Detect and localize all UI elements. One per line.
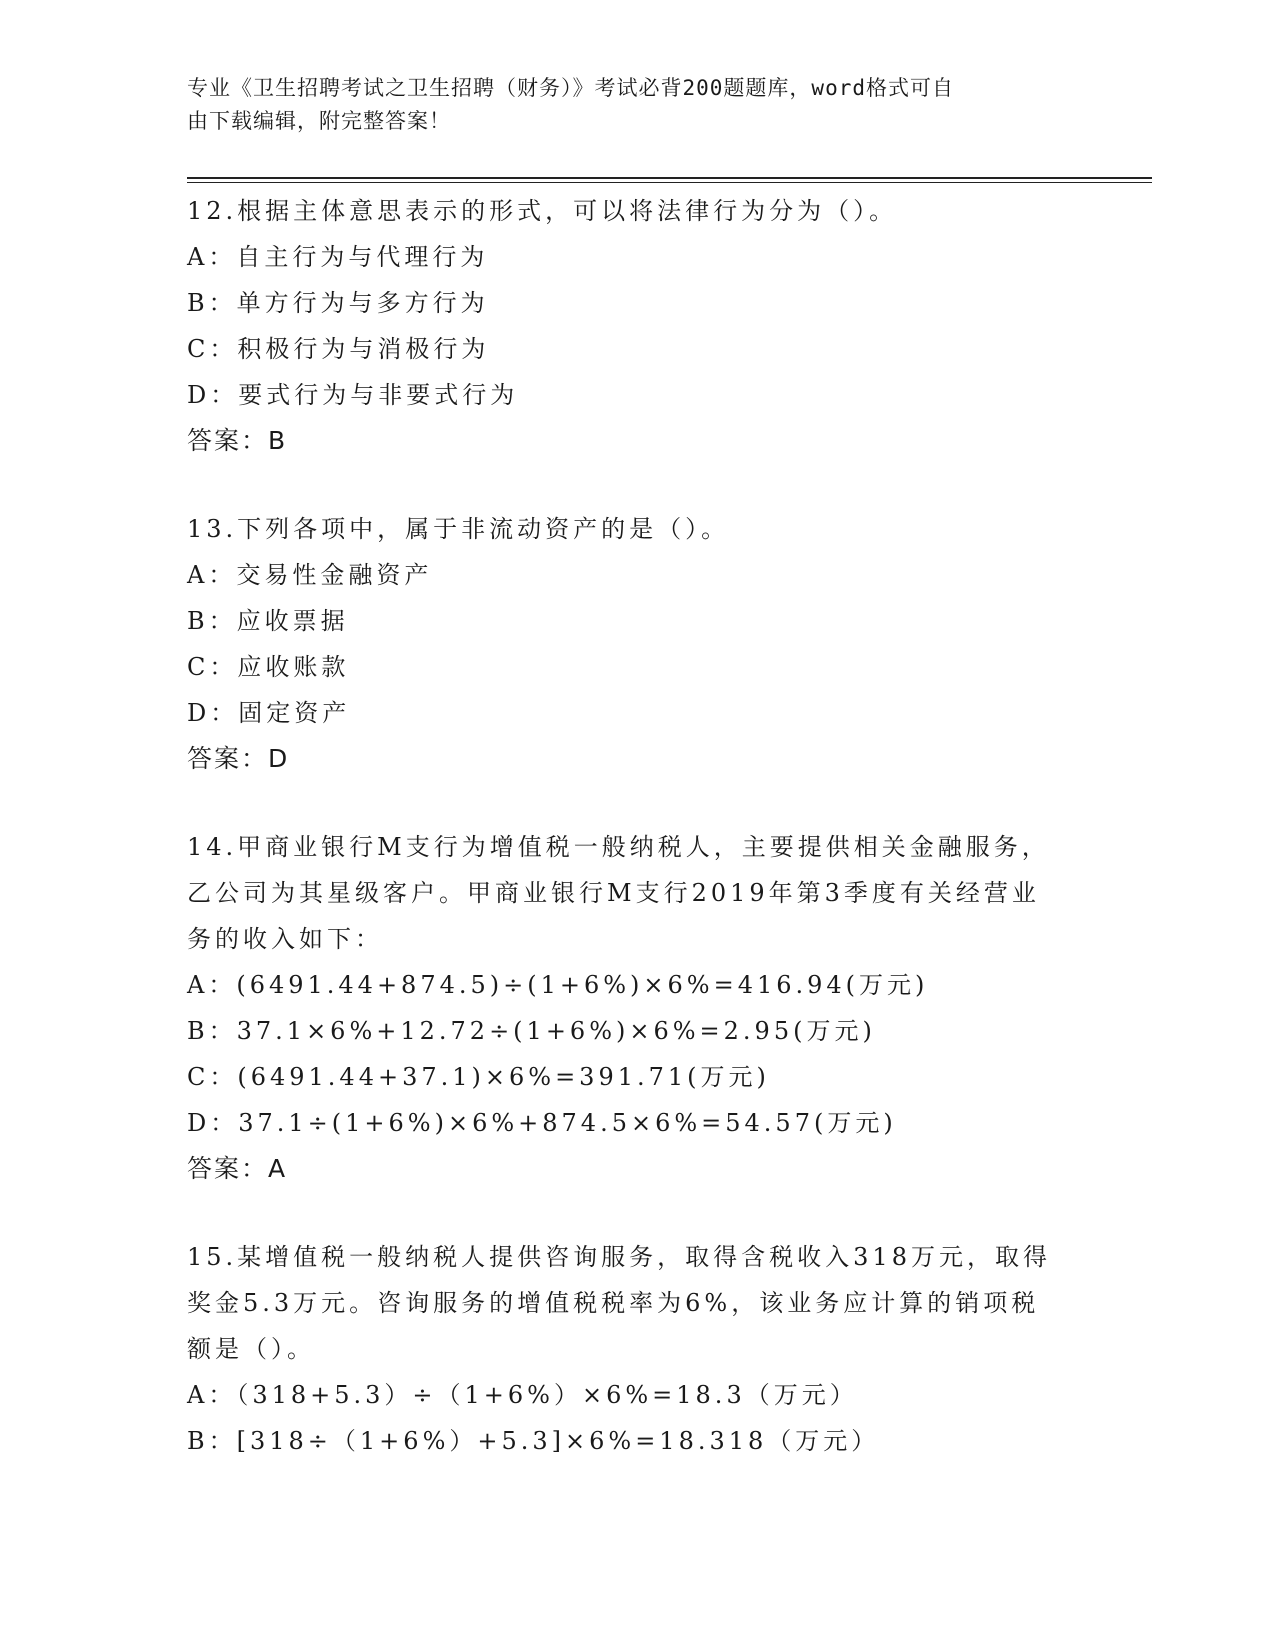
question-12 <box>187 188 1087 464</box>
option-a: A：交易性金融资产 <box>187 561 433 589</box>
header-divider-thick <box>187 177 1152 179</box>
option-b: B：单方行为与多方行为 <box>187 289 489 317</box>
option-a: A：(6491.44+874.5)÷(1+6%)×6%=416.94(万元) <box>187 971 929 999</box>
question-13 <box>187 506 1087 782</box>
header-line-1: 专业《卫生招聘考试之卫生招聘（财务）》考试必背200题题库，word格式可自 <box>187 76 954 100</box>
question-15 <box>187 1234 1087 1464</box>
answer: 答案：A <box>187 1154 288 1183</box>
question-14 <box>187 824 1087 1192</box>
question-stem-line-3: 额是（）。 <box>187 1335 315 1363</box>
header-line-2: 由下载编辑，附完整答案！ <box>187 109 451 133</box>
question-list <box>187 188 1087 1464</box>
document-header <box>187 72 1067 138</box>
question-stem: 13.下列各项中，属于非流动资产的是（）。 <box>187 515 730 543</box>
question-stem: 12.根据主体意思表示的形式，可以将法律行为分为（）。 <box>187 197 898 225</box>
option-b: B：应收票据 <box>187 607 349 635</box>
answer: 答案：B <box>187 426 288 455</box>
option-d: D：固定资产 <box>187 699 351 727</box>
question-stem-line-2: 奖金5.3万元。咨询服务的增值税税率为6%，该业务应计算的销项税 <box>187 1289 1040 1317</box>
header-divider-thin <box>187 182 1152 183</box>
option-a: A：（318+5.3）÷（1+6%）×6%=18.3（万元） <box>187 1381 858 1409</box>
option-c: C：应收账款 <box>187 653 350 681</box>
answer: 答案：D <box>187 744 290 773</box>
option-b: B：37.1×6%+12.72÷(1+6%)×6%=2.95(万元) <box>187 1017 876 1045</box>
question-stem-line-1: 14.甲商业银行M支行为增值税一般纳税人，主要提供相关金融服务， <box>187 833 1050 861</box>
option-a: A：自主行为与代理行为 <box>187 243 489 271</box>
option-d: D：要式行为与非要式行为 <box>187 381 519 409</box>
option-b: B：[318÷（1+6%）+5.3]×6%=18.318（万元） <box>187 1427 880 1455</box>
option-d: D：37.1÷(1+6%)×6%+874.5×6%=54.57(万元) <box>187 1109 897 1137</box>
option-c: C：积极行为与消极行为 <box>187 335 490 363</box>
question-stem-line-2: 乙公司为其星级客户。甲商业银行M支行2019年第3季度有关经营业 <box>187 879 1040 907</box>
question-stem-line-1: 15.某增值税一般纳税人提供咨询服务，取得含税收入318万元，取得 <box>187 1243 1051 1271</box>
option-c: C：(6491.44+37.1)×6%=391.71(万元) <box>187 1063 770 1091</box>
question-stem-line-3: 务的收入如下： <box>187 925 383 953</box>
